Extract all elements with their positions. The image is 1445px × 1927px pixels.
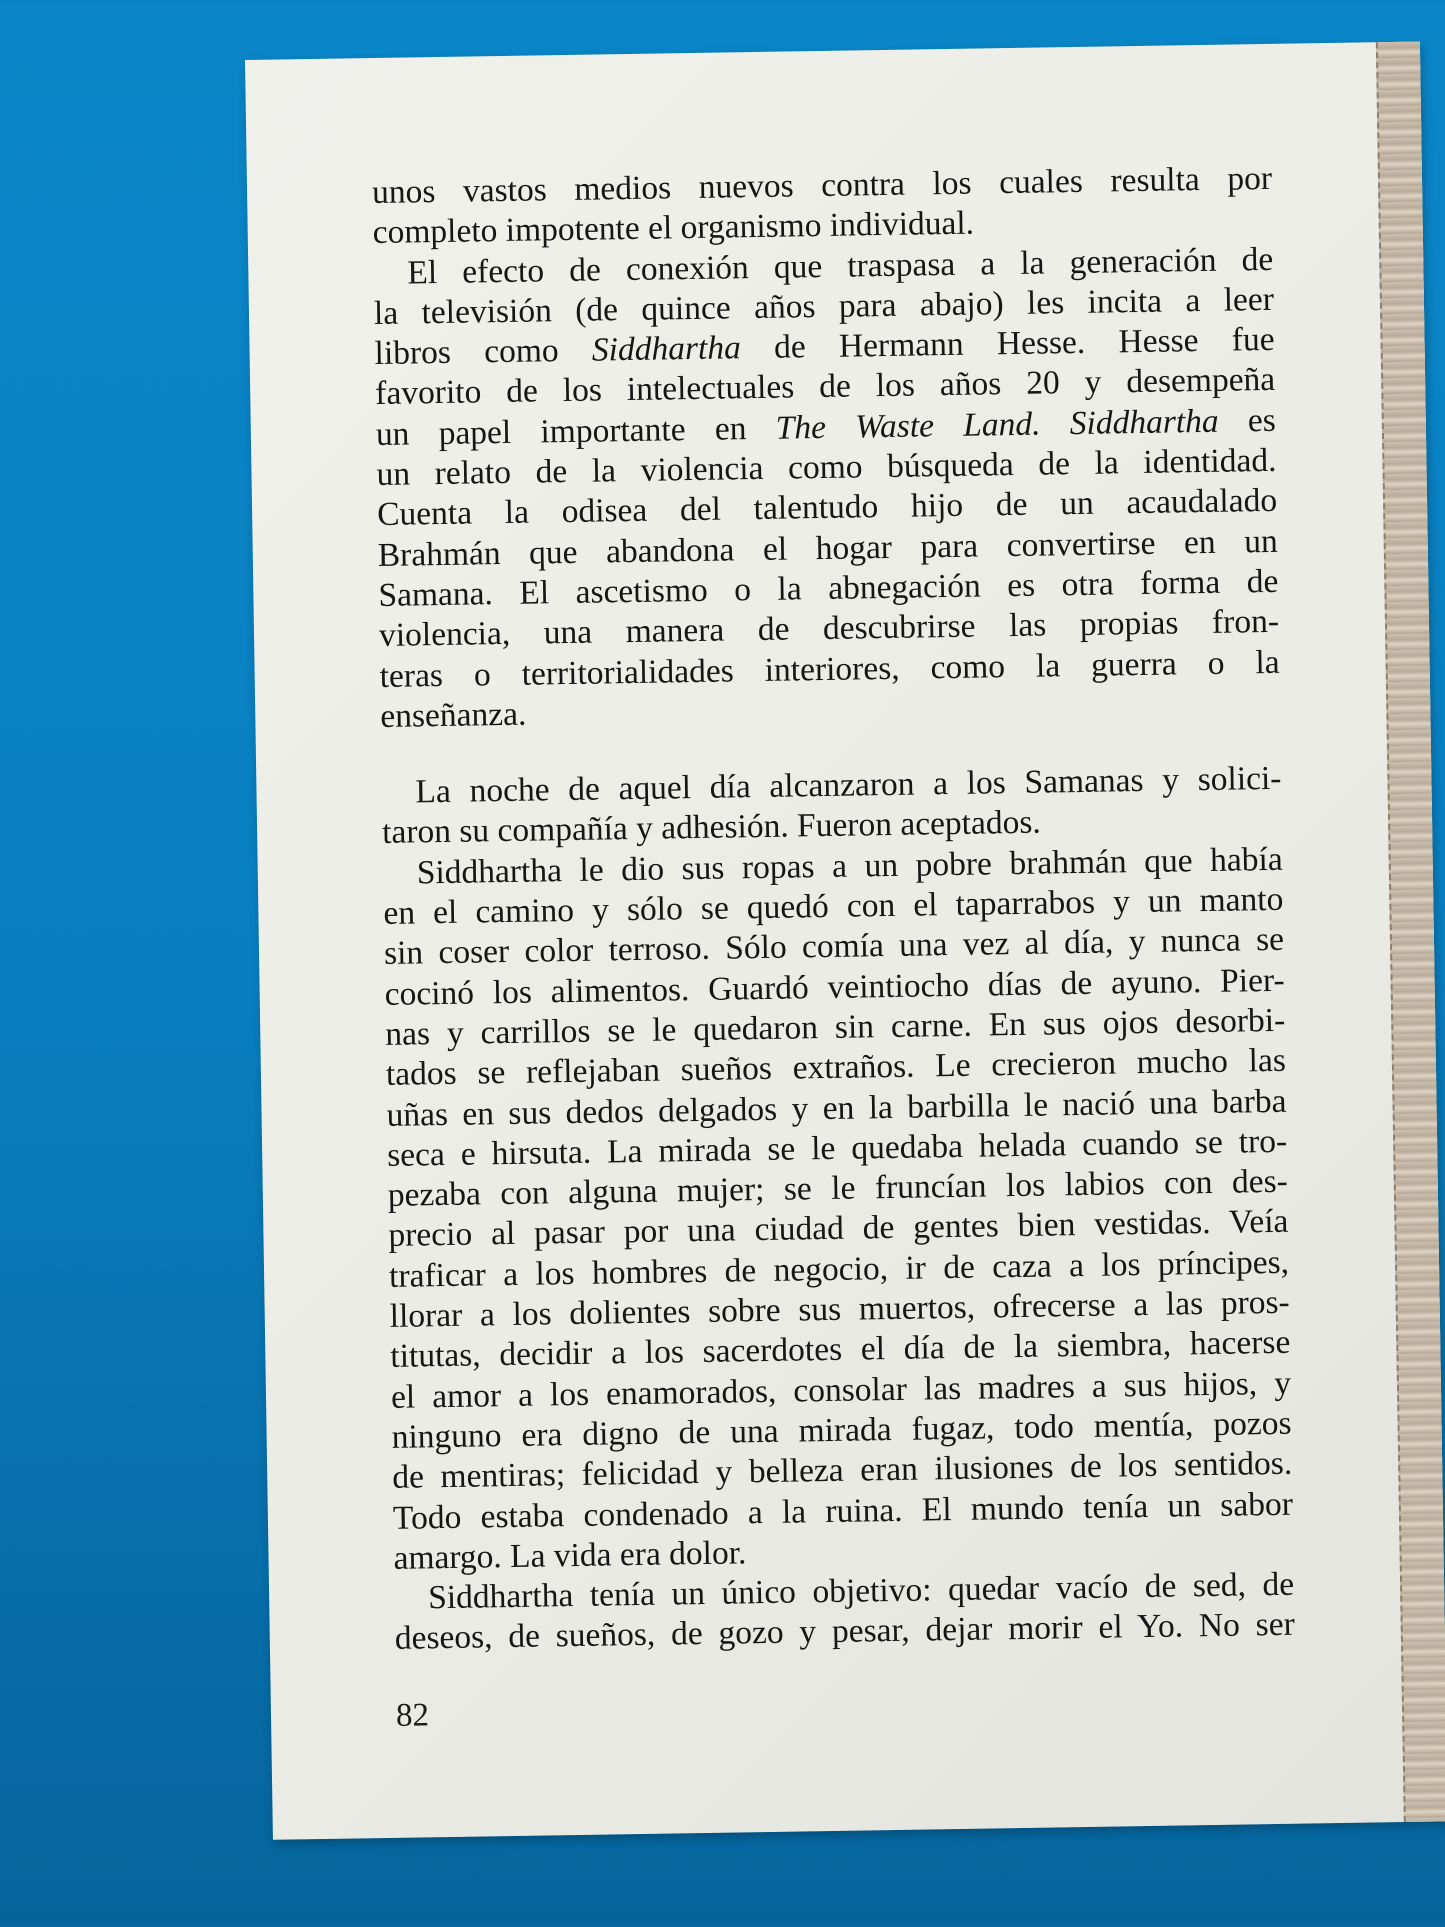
text-line: seca e hirsuta. La mirada se le quedaba helada cuando se tro- [386,1122,1288,1174]
text-line: llorar a los dolientes sobre sus muertos, ofrecerse a las pros- [389,1283,1290,1335]
text-span: libros como [374,331,593,373]
text-line: pezaba con alguna mujer; se le fruncían los labios con des- [387,1162,1289,1215]
text-span: es [1218,401,1277,440]
text-line: en el camino y sólo se quedó con el taparrabos y un manto [383,880,1284,932]
text-line: ninguno era digno de una mirada fugaz, todo mentía, pozos [391,1404,1292,1456]
page-edge-stack [1376,42,1445,1822]
text-line: completo impotente el organismo individual. [372,204,975,252]
body-text [372,159,1295,1660]
text-line: de mentiras; felicidad y belleza eran ilusiones de los sentidos. [391,1444,1293,1497]
text-line: sin coser color terroso. Sólo comía una vez al día, y nunca se [383,921,1285,973]
text-line: un relato de la violencia como búsqueda de la identidad. [376,441,1277,494]
text-line: Todo estaba condenado a la ruina. El mundo tenía un sabor [392,1485,1294,1537]
text-line: taron su compañía y adhesión. Fueron aceptados. [381,804,1042,852]
paragraph-4 [382,840,1293,1579]
text-line: nas y carrillos se le quedaron sin carne. En sus ojos desorbi- [385,1001,1286,1053]
text-line: Siddhartha tenía un único objetivo: quedar vacío de sed, de [427,1565,1295,1617]
book-title-italic: Siddhartha [591,329,742,369]
text-line: deseos, de sueños, de gozo y pesar, dejar morir el Yo. No ser [394,1606,1295,1658]
paragraph-3 [381,759,1282,854]
page-number: 82 [395,1697,430,1734]
text-span: un papel importante en [375,409,776,453]
text-line: unos vastos medios nuevos contra los cuales resulta por [371,159,1273,212]
text-line: enseñanza. [380,695,527,735]
text-line: teras o territorialidades interiores, como la guerra o la [379,643,1280,695]
paragraph-5 [394,1565,1295,1660]
text-line: Siddhartha le dio sus ropas a un pobre brahmán que había [416,840,1283,892]
text-line: Cuenta la odisea del talentudo hijo de un acaudalado [376,482,1278,534]
text-line: cocinó los alimentos. Guardó veintiocho días de ayuno. Pier- [384,961,1285,1013]
book-page [245,42,1445,1840]
text-line: Brahmán que abandona el hogar para convertirse en un [377,522,1278,574]
text-line: precio al pasar por una ciudad de gentes bien vestidas. Veía [388,1203,1289,1255]
paragraph-1 [372,159,1273,254]
text-line: el amor a los enamorados, consolar las madres a sus hijos, y [390,1364,1292,1416]
text-line: Samana. El ascetismo o la abnegación es otra forma de [378,562,1279,614]
paragraph-2 [373,239,1280,737]
text-line: tados se reflejaban sueños extraños. Le crecieron mucho las [385,1042,1287,1094]
text-line: titutas, decidir a los sacerdotes el día de la siembra, hacerse [390,1324,1291,1376]
text-span: de Hermann Hesse. Hesse fue [740,321,1275,367]
text-line: violencia, una manera de descubrirse las propias fron- [378,603,1280,655]
text-line: La noche de aquel día alcanzaron a los Samanas y solici- [415,759,1282,811]
text-line: El efecto de conexión que traspasa a la generación de [407,240,1274,292]
book-title-italic: The Waste Land. Siddhartha [775,402,1219,447]
text-line: amargo. La vida era dolor. [393,1534,747,1577]
text-line: uñas en sus dedos delgados y en la barbilla le nació una barba [386,1082,1287,1134]
text-line: favorito de los intelectuales de los años 20 y desempeña [374,361,1276,413]
text-line: la televisión (de quince años para abajo) les incita a leer [373,280,1275,332]
text-line: traficar a los hombres de negocio, ir de caza a los príncipes, [388,1243,1290,1295]
